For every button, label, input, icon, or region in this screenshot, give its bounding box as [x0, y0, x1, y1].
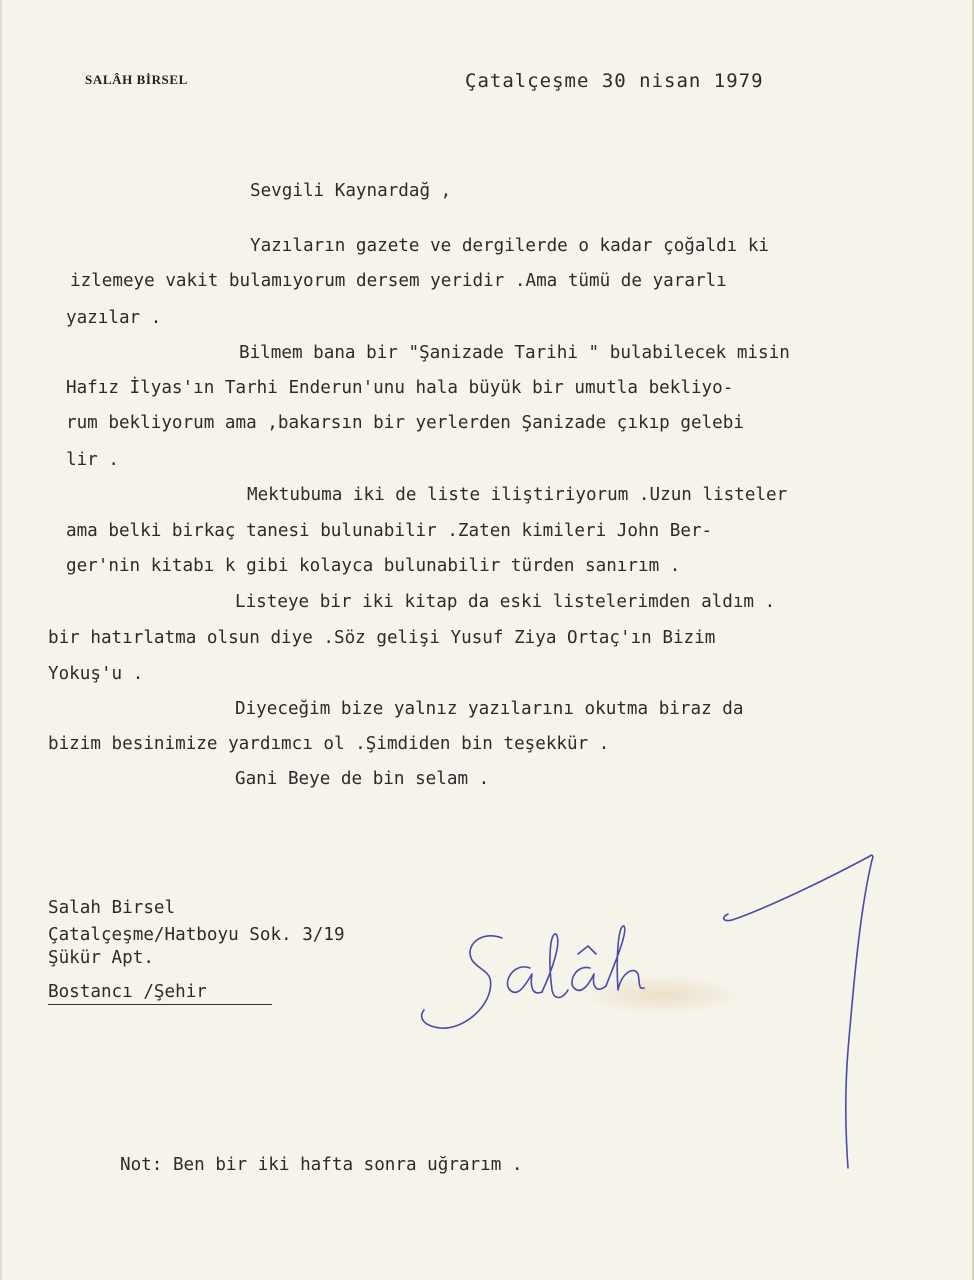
address-underline: [48, 1004, 272, 1005]
sender-street: Çatalçeşme/Hatboyu Sok. 3/19: [48, 925, 345, 945]
handwritten-signature: [402, 850, 932, 1170]
postscript-note: Not: Ben bir iki hafta sonra uğrarım .: [120, 1155, 523, 1175]
body-line: Hafız İlyas'ın Tarhi Enderun'unu hala büyük bir umutla bekliyo-: [66, 378, 734, 398]
body-line: yazılar .: [66, 308, 162, 328]
body-line: ama belki birkaç tanesi bulunabilir .Zaten kimileri John Ber-: [66, 521, 713, 541]
body-line: Yazıların gazete ve dergilerde o kadar çoğaldı ki: [250, 236, 770, 256]
letterhead-name: SALÂH BİRSEL: [85, 72, 188, 87]
letter-date: Çatalçeşme 30 nisan 1979: [465, 70, 764, 92]
body-line: Yokuş'u .: [48, 664, 144, 684]
body-line: bir hatırlatma olsun diye .Söz gelişi Yusuf Ziya Ortaç'ın Bizim: [48, 628, 716, 648]
body-line: Listeye bir iki kitap da eski listelerimden aldım .: [235, 592, 776, 612]
salutation: Sevgili Kaynardağ ,: [250, 181, 452, 201]
body-line: bizim besinimize yardımcı ol .Şimdiden bin teşekkür .: [48, 734, 610, 754]
body-line: Mektubuma iki de liste iliştiriyorum .Uzun listeler: [247, 485, 788, 505]
sender-name: Salah Birsel: [48, 898, 176, 918]
body-line: Diyeceğim bize yalnız yazılarını okutma biraz da: [235, 699, 744, 719]
body-line: izlemeye vakit bulamıyorum dersem yeridir .Ama tümü de yararlı: [70, 271, 727, 291]
body-line: lir .: [66, 450, 119, 470]
sender-city: Bostancı /Şehir: [48, 982, 207, 1002]
sender-building: Şükür Apt.: [48, 948, 154, 968]
body-line: ger'nin kitabı k gibi kolayca bulunabilir türden sanırım .: [66, 556, 681, 576]
body-line: Bilmem bana bir "Şanizade Tarihi " bulabilecek misin: [239, 343, 790, 363]
body-line: Gani Beye de bin selam .: [235, 769, 490, 789]
body-line: rum bekliyorum ama ,bakarsın bir yerlerden Şanizade çıkıp gelebi: [66, 413, 744, 433]
